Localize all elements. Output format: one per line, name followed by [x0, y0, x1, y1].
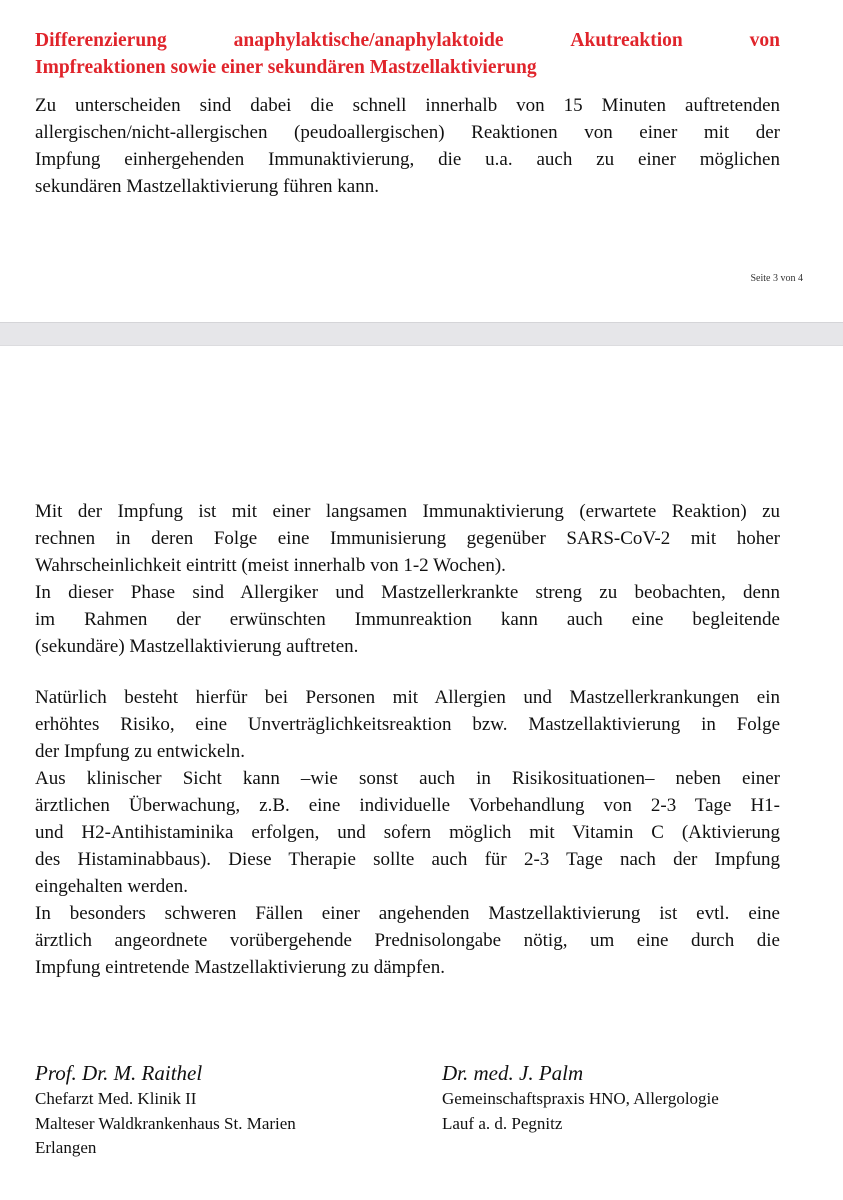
heading-line-1	[35, 27, 780, 54]
heading-word: Akutreaktion	[570, 30, 683, 51]
text-line: Wahrscheinlichkeit eintritt (meist innerhalb von 1-2 Wochen).	[35, 555, 506, 576]
text-line: ärztlich angeordnete vorübergehende Prednisolongabe nötig, um eine durch die	[35, 930, 780, 951]
text-line: allergischen/nicht-allergischen (peudoallergischen) Reaktionen von einer mit der	[35, 122, 780, 143]
heading-word: anaphylaktische/anaphylaktoide	[233, 30, 504, 51]
signature-block-left	[35, 1060, 296, 1161]
heading-line-2: Impfreaktionen sowie einer sekundären Mastzellaktivierung	[35, 57, 537, 78]
text-line: des Histaminabbaus). Diese Therapie sollte auch für 2-3 Tage nach der Impfung	[35, 849, 780, 870]
signatory-institution: Malteser Waldkrankenhaus St. Marien	[35, 1113, 296, 1133]
text-line: sekundären Mastzellaktivierung führen kann.	[35, 176, 379, 197]
text-line: In besonders schweren Fällen einer angehenden Mastzellaktivierung ist evtl. eine	[35, 903, 780, 924]
text-line: Impfung eintretende Mastzellaktivierung zu dämpfen.	[35, 957, 445, 978]
text-line: der Impfung zu entwickeln.	[35, 741, 245, 762]
signatory-name: Dr. med. J. Palm	[442, 1061, 584, 1085]
risk-therapy-paragraph	[35, 684, 780, 981]
text-line: eingehalten werden.	[35, 876, 188, 897]
text-line: Impfung einhergehenden Immunaktivierung, die u.a. auch zu einer möglichen	[35, 149, 780, 170]
text-line: ärztlichen Überwachung, z.B. eine individuelle Vorbehandlung von 2-3 Tage H1-	[35, 795, 780, 816]
immune-activation-paragraph	[35, 498, 780, 660]
page-separator	[0, 322, 843, 346]
text-line: und H2-Antihistaminika erfolgen, und sofern möglich mit Vitamin C (Aktivierung	[35, 822, 780, 843]
signatory-title: Chefarzt Med. Klinik II	[35, 1089, 197, 1108]
text-line: Aus klinischer Sicht kann –wie sonst auch in Risikosituationen– neben einer	[35, 768, 780, 789]
signature-block-right	[442, 1060, 719, 1136]
text-line: Mit der Impfung ist mit einer langsamen Immunaktivierung (erwartete Reaktion) zu	[35, 501, 780, 522]
heading-word: Differenzierung	[35, 30, 167, 51]
text-line: im Rahmen der erwünschten Immunreaktion kann auch eine begleitende	[35, 609, 780, 630]
signatory-practice: Gemeinschaftspraxis HNO, Allergologie	[442, 1089, 719, 1108]
signatory-city: Lauf a. d. Pegnitz	[442, 1113, 563, 1133]
text-line: In dieser Phase sind Allergiker und Mastzellerkrankte streng zu beobachten, denn	[35, 582, 780, 603]
text-line: Zu unterscheiden sind dabei die schnell innerhalb von 15 Minuten auftretenden	[35, 95, 780, 116]
signatory-city: Erlangen	[35, 1138, 97, 1157]
text-line: rechnen in deren Folge eine Immunisierung gegenüber SARS-CoV-2 mit hoher	[35, 528, 780, 549]
text-line: (sekundäre) Mastzellaktivierung auftreten.	[35, 636, 359, 657]
text-line: Natürlich besteht hierfür bei Personen mit Allergien und Mastzellerkrankungen ein	[35, 687, 780, 708]
signatory-name: Prof. Dr. M. Raithel	[35, 1061, 203, 1085]
page-number: Seite 3 von 4	[750, 273, 803, 284]
intro-paragraph	[35, 92, 780, 200]
heading-word: von	[749, 30, 780, 51]
text-line: erhöhtes Risiko, eine Unverträglichkeitsreaktion bzw. Mastzellaktivierung in Folge	[35, 714, 780, 735]
section-heading	[35, 27, 780, 81]
